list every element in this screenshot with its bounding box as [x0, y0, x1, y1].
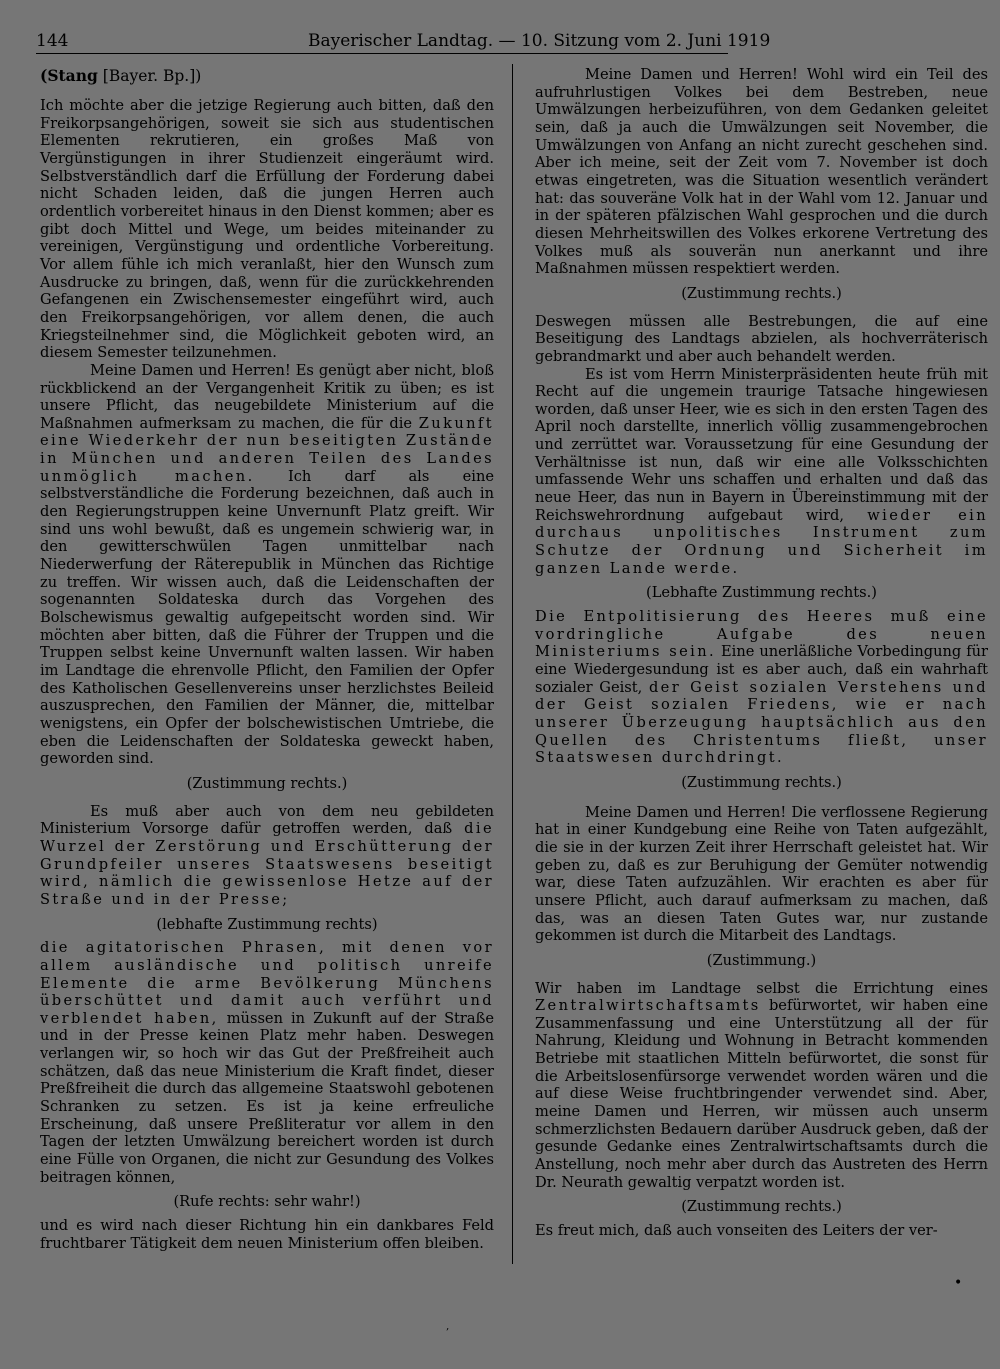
- paragraph: Meine Damen und Herren! Wohl wird ein Teil des aufruhrlustigen Volkes bei dem Bestreben, neue Umwälzungen herbeizuführen, von dem Gedanken geleitet sein, daß ja auch die Umwälzungen seit November, die Umwälzungen von Anfang an nicht zurecht geschehen sind. Aber ich meine, seit der Zeit vom 7. November ist doch etwas eingetreten, was die Situation wesentlich verändert hat: das souveräne Volk hat in der Wahl vom 12. Januar und in der späteren pfälzischen Wahl gesprochen und die durch diesen Mehrheitswillen des Volkes erkorene Vertretung des Volkes muß als souverän nun anerkannt und ihre Maßnahmen müssen respektiert werden.: [535, 66, 988, 278]
- emphasis: der Geist sozialen Verstehens und der Geist sozialen Friedens, wie er nach unserer Überzeugung hauptsächlich aus den Quellen des Christentums fließt, unser Staatswesen durchdringt.: [535, 678, 989, 767]
- emphasis: Zentralwirtschaftsamts: [535, 997, 761, 1015]
- paragraph: und es wird nach dieser Richtung hin ein dankbares Feld fruchtbarer Tätigkeit dem neuen Ministerium offen bleiben.: [40, 1217, 494, 1252]
- paragraph: [40, 803, 494, 909]
- text-run: befürwortet, wir haben eine Zusammenfassung und eine Unterstützung all der für Nahrung, Kleidung und Wohnung in Betracht kommenden Betriebe mit staatlichen Mitteln befürwortet, die sonst für die Arbeitslosenfürsorge verwendet worden wären und die auf diese Weise fruchtbringender verwendet sind. Aber, meine Damen und Herren, wir müssen auch unserm schmerzlichsten Bedauern darüber Ausdruck geben, daß der gesunde Gedanke eines Zentralwirtschaftsamts durch die Anstellung, noch mehr aber durch das Austreten des Herrn Dr. Neurath gewaltig verpatzt worden ist.: [535, 997, 988, 1191]
- column-divider: [512, 64, 513, 1264]
- reaction: (Zustimmung rechts.): [681, 284, 842, 302]
- text-run: Ich darf als eine selbstverständliche die Forderung bezeichnen, daß auch in den Regierungstruppen keine Unvernunft Platz greift. Wir sind uns wohl bewußt, daß es ungemein schwierig war, in den gewitterschwülen Tagen unmittelbar nach Niederwerfung der Räterepublik in München das Richtige zu treffen. Wir wissen auch, daß die Leidenschaften der sogenannten Soldateska durch das Vorgehen des Bolschewismus gewaltig aufgepeitscht worden sind. Wir möchten aber bitten, daß die Führer der Truppen und die Truppen selbst keine Unvernunft walten lassen. Wir haben im Landtage die ehrenvolle Pflicht, den Familien der Opfer des Katholischen Gesellenvereins unser herzlichstes Beileid auszusprechen, den Familien der Männer, die, mittelbar wenigstens, ein Opfer der bolschewistischen Umtriebe, die eben die Leidenschaften der Soldateska geweckt haben, geworden sind.: [40, 467, 495, 768]
- reaction: (lebhafte Zustimmung rechts): [156, 915, 378, 933]
- text-run: Es ist vom Herrn Ministerpräsidenten heute früh mit Recht auf die ungemein traurige Tatsache hingewiesen worden, daß unser Heer, wie es sich in den ersten Tagen des April noch darstellte, innerlich völlig zusammengebrochen und zerrüttet war. Voraussetzung für eine Gesundung der Verhältnisse ist nun, daß wir eine alle Volksschichten umfassende Wehr uns schaffen und erhalten und daß das neue Heer, das nun in Bayern in Übereinstimmung mit der Reichswehrordnung aufgebaut wird,: [535, 365, 988, 524]
- paragraph: [535, 366, 988, 578]
- text-run: müssen in Zukunft auf der Straße und in der Presse keinen Platz mehr haben. Deswegen verlangen wir, so hoch wir das Gut der Preßfreiheit auch schätzen, daß das neue Ministerium die Kraft findet, dieser Preßfreiheit die durch das allgemeine Staatswohl gebotenen Schranken zu setzen. Es ist ja keine erfreuliche Erscheinung, daß unsere Preßliteratur vor allem in den Tagen der letzten Umwälzung bereichert worden ist durch eine Fülle von Organen, die nicht zur Gesundung des Volkes beitragen können,: [40, 1009, 494, 1186]
- paragraph: [40, 939, 494, 1186]
- bullet-mark: •: [954, 1275, 963, 1291]
- reaction: (Lebhafte Zustimmung rechts.): [646, 584, 877, 602]
- right-column: [535, 66, 988, 1240]
- reaction: (Zustimmung rechts.): [681, 773, 842, 791]
- emphasis: wieder ein durchaus unpolitisches Instrument zum Schutze der Ordnung und Sicherheit im ganzen Lande werde.: [535, 506, 989, 577]
- paragraph: Deswegen müssen alle Bestrebungen, die auf eine Beseitigung des Landtags abzielen, als hochverräterisch gebrandmarkt und aber auch behandelt werden.: [535, 312, 988, 365]
- reaction: (Rufe rechts: sehr wahr!): [173, 1193, 361, 1211]
- emphasis: die Wurzel der Zerstörung und Erschütterung der Grundpfeiler unseres Staatswesens beseitigt wird, nämlich die gewissenlose Hetze auf der Straße und in der Presse;: [40, 820, 494, 908]
- text-run: Eine unerläßliche Vorbedingung für eine Wiedergesundung ist es aber auch, daß ein wahrhaft sozialer Geist,: [535, 643, 988, 696]
- paragraph: [535, 608, 988, 767]
- speaker-party: [Bayer. Bp.]): [102, 67, 202, 85]
- speaker-heading: [40, 66, 494, 85]
- emphasis: Die Entpolitisierung des Heeres muß eine vordringliche Aufgabe des neuen Ministeriums sein.: [535, 608, 988, 661]
- page-header: [36, 28, 771, 54]
- reaction: (Zustimmung rechts.): [681, 1198, 842, 1216]
- tick-mark: ‚: [446, 1321, 450, 1332]
- emphasis: die agitatorischen Phrasen, mit denen vor allem ausländische und politisch unreife Elemente die arme Bevölkerung Münchens überschüttet und damit auch verführt und verblendet haben,: [40, 939, 494, 1027]
- paragraph: [40, 362, 494, 768]
- paragraph: Meine Damen und Herren! Die verflossene Regierung hat in einer Kundgebung eine Reihe von Taten aufgezählt, die sie in der kurzen Zeit ihrer Herrschaft geleistet hat. Wir geben zu, daß es zur Beruhigung der Gemüter notwendig war, diese Taten aufzuzählen. Wir erachten es aber für unsere Pflicht, auch darauf aufmerksam zu machen, daß das, was an diesen Taten Gutes war, nur zustande gekommen ist durch die Mitarbeit des Landtags.: [535, 803, 988, 945]
- reaction: (Zustimmung.): [706, 951, 817, 969]
- text-run: Meine Damen und Herren! Es genügt aber nicht, bloß rückblickend an der Vergangenheit Kritik zu üben; es ist unsere Pflicht, das neugebildete Ministerium auf die Maßnahmen aufmerksam zu machen, die für die: [40, 361, 494, 432]
- header-rule: [36, 53, 728, 54]
- paragraph: Ich möchte aber die jetzige Regierung auch bitten, daß den Freikorpsangehörigen, soweit sie sich aus studentischen Elementen rekrutieren, ein großes Maß von Vergünstigungen in ihrer Studienzeit eingeräumt wird. Selbstverständlich darf die Erfüllung der Forderung dabei nicht Schaden leiden, daß die jungen Herren auch ordentlich vorbereitet hinaus in den Dienst kommen; aber es gibt doch Mittel und Wege, um beides miteinander zu vereinigen, Vergünstigung und ordentliche Vorbereitung. Vor allem fühle ich mich veranlaßt, hier den Wunsch zum Ausdrucke zu bringen, daß, wenn für die zurückkehrenden Gefangenen ein Zwischensemester eingeführt wird, auch den Freikorpsangehörigen, vor allem denen, die auch Kriegsteilnehmer sind, die Möglichkeit geboten wird, an diesem Semester teilzunehmen.: [40, 97, 494, 362]
- paragraph: [535, 980, 988, 1192]
- paragraph: Es freut mich, daß auch vonseiten des Leiters der ver-: [535, 1222, 938, 1240]
- left-column: [40, 66, 494, 1252]
- text-run: Es muß aber auch von dem neu gebildeten Ministerium Vorsorge dafür getroffen werden, daß: [40, 802, 494, 838]
- text-run: Wir haben im Landtage selbst die Errichtung eines: [535, 979, 988, 997]
- page-number: 144: [36, 31, 69, 51]
- running-title: Bayerischer Landtag. — 10. Sitzung vom 2. Juni 1919: [308, 31, 771, 51]
- speaker-name: (Stang: [40, 66, 98, 85]
- emphasis: Zukunft eine Wiederkehr der nun beseitigten Zustände in München und anderen Teilen des Landes unmöglich machen.: [40, 414, 494, 485]
- reaction: (Zustimmung rechts.): [186, 774, 348, 792]
